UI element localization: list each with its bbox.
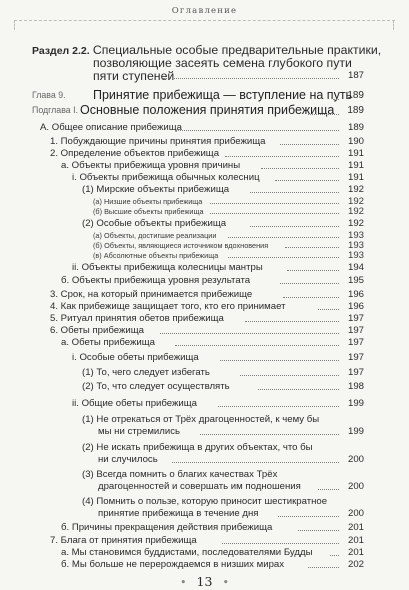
toc-entry-text: 6. Обеты прибежища bbox=[50, 325, 144, 336]
toc-entry-text: 7. Блага от принятия прибежища bbox=[50, 535, 197, 546]
toc-entry-page: 192 bbox=[347, 218, 364, 229]
leader-dots bbox=[298, 530, 339, 531]
toc-entry-text: ни случилось bbox=[98, 454, 158, 465]
toc-entry-page: 198 bbox=[347, 381, 364, 392]
toc-entry-text: б. Мы больше не перерождаемся в низших мирах bbox=[61, 559, 285, 570]
toc-entry-text: (в) Абсолютные объекты прибежища bbox=[93, 251, 219, 260]
toc-entry-page: 192 bbox=[347, 206, 364, 217]
leader-dots bbox=[228, 237, 339, 238]
toc-entry-text: 2. Определение объектов прибежища bbox=[50, 148, 220, 159]
leader-dots bbox=[275, 180, 339, 181]
leader-dots bbox=[220, 360, 339, 361]
toc-entry-page: 200 bbox=[347, 481, 364, 492]
toc-entry-page: 197 bbox=[347, 367, 364, 378]
running-head-rule bbox=[14, 20, 395, 21]
toc-entry-page: 193 bbox=[347, 240, 364, 251]
toc-entry-page: 201 bbox=[347, 535, 364, 546]
leader-dots bbox=[261, 168, 339, 169]
leader-dots bbox=[287, 270, 339, 271]
leader-dots bbox=[280, 283, 339, 284]
running-head-title: Оглавление bbox=[171, 6, 238, 16]
toc-entry-text: б. Причины прекращения действия прибежища bbox=[61, 522, 273, 533]
toc-entry-page: 199 bbox=[347, 398, 364, 409]
toc-entry-text: б. Объекты прибежища уровня результата bbox=[61, 275, 251, 286]
toc-entry-text: (2) Особые объекты прибежища bbox=[82, 218, 227, 229]
leader-dots bbox=[318, 489, 339, 490]
toc-entry-text: (б) Объекты, являющиеся источником вдохновения bbox=[93, 241, 269, 250]
leader-dots bbox=[163, 78, 339, 79]
toc-entry-page: 196 bbox=[347, 301, 364, 312]
leader-dots bbox=[250, 192, 339, 193]
leader-dots bbox=[175, 130, 339, 131]
toc-entry-text: 4. Как прибежище защищает того, кто его принимает bbox=[50, 301, 286, 312]
toc-entry-page: 202 bbox=[347, 559, 364, 570]
leader-dots bbox=[200, 434, 339, 435]
section-label: Раздел 2.2. bbox=[32, 45, 90, 57]
toc-entry-text: принятие прибежища в течение дня bbox=[98, 508, 259, 519]
toc-entry-text: а. Обеты прибежища bbox=[61, 337, 155, 348]
toc-entry-text: драгоценностей и совершать им подношения bbox=[98, 481, 301, 492]
leader-dots bbox=[210, 203, 339, 204]
subchapter-page: 189 bbox=[347, 105, 364, 116]
leader-dots bbox=[330, 555, 339, 556]
toc-entry-text: (2) Не искать прибежища в других объектах, что бы bbox=[82, 442, 313, 453]
toc-entry-page: 193 bbox=[347, 230, 364, 241]
toc-entry-text: (а) Низшие объекты прибежища bbox=[93, 197, 203, 206]
toc-entry-text: А. Общее описание прибежища bbox=[40, 122, 182, 133]
toc-entry-text: (1) Не отрекаться от Трёх драгоценностей, к чему бы bbox=[82, 414, 320, 425]
page-number-text: 13 bbox=[196, 574, 213, 589]
toc-entry-text: а. Мы становимся буддистами, последователями Будды bbox=[61, 547, 313, 558]
toc-entry-text: ii. Общие обеты прибежища bbox=[72, 398, 198, 409]
toc-entry-text: (а) Объекты, достигшие реализации bbox=[93, 231, 217, 240]
leader-dots bbox=[228, 257, 339, 258]
toc-entry-text: 1. Побуждающие причины принятия прибежища bbox=[50, 136, 266, 147]
toc-entry-text: (б) Высшие объекты прибежища bbox=[93, 207, 204, 216]
toc-entry-text: i. Объекты прибежища обычных колесниц bbox=[72, 172, 260, 183]
leader-dots bbox=[318, 309, 339, 310]
leader-dots bbox=[258, 389, 339, 390]
toc-entry-page: 193 bbox=[347, 250, 364, 261]
toc-entry-text: (1) То, чего следует избегать bbox=[82, 367, 210, 378]
section-title-line-1: Специальные особые предварительные практики, bbox=[92, 43, 382, 57]
subchapter-label: Подглава I. bbox=[32, 105, 78, 115]
running-head-corner-left bbox=[14, 20, 16, 30]
toc-entry-page: 196 bbox=[347, 289, 364, 300]
toc-entry-page: 192 bbox=[347, 196, 364, 207]
toc-entry-page: 197 bbox=[347, 325, 364, 336]
leader-dots bbox=[250, 226, 339, 227]
toc-entry-page: 189 bbox=[347, 122, 364, 133]
toc-entry-page: 191 bbox=[347, 148, 364, 159]
toc-entry-page: 194 bbox=[347, 262, 364, 273]
chapter-title: Принятие прибежища — вступление на путь bbox=[93, 88, 353, 102]
leader-dots bbox=[160, 333, 339, 334]
section-page: 187 bbox=[347, 70, 364, 81]
toc-entry-text: i. Особые обеты прибежища bbox=[72, 352, 199, 363]
toc-entry-page: 201 bbox=[347, 522, 364, 533]
toc-entry-text: (4) Помнить о пользе, которую приносит шестикратное bbox=[82, 496, 328, 507]
leader-dots bbox=[280, 144, 339, 145]
toc-entry-page: 197 bbox=[347, 313, 364, 324]
toc-entry-text: 5. Ритуал принятия обетов прибежища bbox=[50, 313, 224, 324]
leader-dots bbox=[333, 99, 339, 100]
leader-dots bbox=[175, 345, 339, 346]
ornament-dot-left: • bbox=[180, 576, 187, 589]
toc-entry-text: мы ни стремились bbox=[98, 426, 181, 437]
leader-dots bbox=[308, 567, 339, 568]
toc-entry-page: 190 bbox=[347, 136, 364, 147]
leader-dots bbox=[225, 156, 339, 157]
toc-entry-page: 201 bbox=[347, 547, 364, 558]
toc-entry-page: 200 bbox=[347, 508, 364, 519]
toc-entry-text: ii. Объекты прибежища колесницы мантры bbox=[72, 262, 263, 273]
toc-entry-page: 192 bbox=[347, 184, 364, 195]
subchapter-title: Основные положения принятия прибежища bbox=[80, 103, 335, 117]
section-title-line-2: позволяющие засеять семена глубокого пути bbox=[93, 56, 352, 70]
toc-entry-text: (1) Мирские объекты прибежища bbox=[82, 184, 230, 195]
toc-entry-page: 199 bbox=[347, 426, 364, 437]
leader-dots bbox=[240, 375, 339, 376]
chapter-label: Глава 9. bbox=[32, 90, 66, 100]
leader-dots bbox=[172, 462, 339, 463]
leader-dots bbox=[283, 297, 339, 298]
leader-dots bbox=[308, 114, 339, 115]
chapter-page: 189 bbox=[347, 90, 364, 101]
toc-entry-text: а. Объекты прибежища уровня причины bbox=[61, 160, 241, 171]
ornament-dot-right: • bbox=[222, 576, 229, 589]
leader-dots bbox=[222, 543, 339, 544]
toc-entry-text: (3) Всегда помнить о благих качествах Трёх bbox=[82, 469, 278, 480]
toc-entry-page: 200 bbox=[347, 454, 364, 465]
toc-entry-page: 197 bbox=[347, 352, 364, 363]
toc-entry-text: 3. Срок, на который принимается прибежище bbox=[50, 289, 253, 300]
leader-dots bbox=[218, 406, 339, 407]
leader-dots bbox=[210, 213, 339, 214]
toc-entry-page: 197 bbox=[347, 337, 364, 348]
toc-entry-page: 191 bbox=[347, 172, 364, 183]
toc-entry-page: 191 bbox=[347, 160, 364, 171]
toc-entry-text: (2) То, что следует осуществлять bbox=[82, 381, 230, 392]
leader-dots bbox=[278, 516, 339, 517]
running-head-corner-right bbox=[393, 20, 395, 30]
toc-entry-page: 195 bbox=[347, 275, 364, 286]
page-number bbox=[0, 574, 409, 589]
leader-dots bbox=[245, 321, 339, 322]
section-title-line-3: пяти ступеней bbox=[93, 69, 175, 83]
leader-dots bbox=[285, 247, 339, 248]
running-head bbox=[14, 6, 395, 26]
